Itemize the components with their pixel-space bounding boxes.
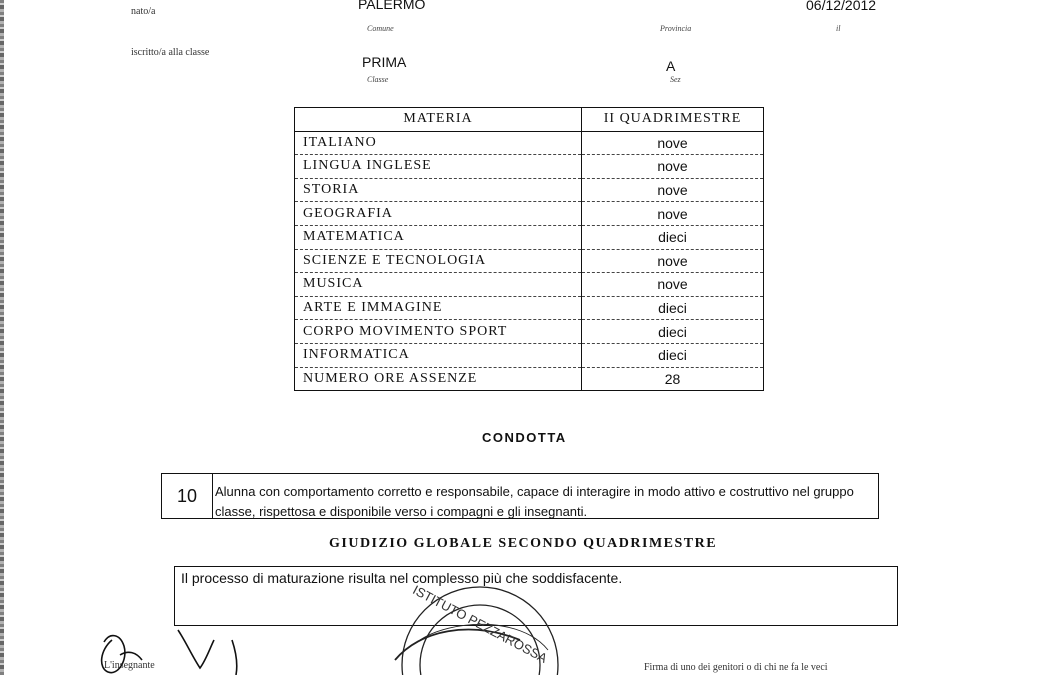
conduct-text: Alunna con comportamento corretto e responsabile, capace di interagire in modo attivo e costruttivo nel gruppo classe, rispettosa e disponibile verso i compagni e gli insegnanti. xyxy=(215,484,854,519)
subject-column-header: MATERIA xyxy=(295,108,582,132)
subject-grade: nove xyxy=(582,155,764,179)
global-judgment-title: GIUDIZIO GLOBALE SECONDO QUADRIMESTRE xyxy=(329,536,718,551)
enrolled-label: iscritto/a alla classe xyxy=(131,47,210,58)
subject-grade: dieci xyxy=(582,296,764,320)
province-caption: Provincia xyxy=(660,24,692,33)
birth-city: PALERMO xyxy=(358,0,426,12)
subject-name: ARTE E IMMAGINE xyxy=(295,296,582,320)
birth-date: 06/12/2012 xyxy=(806,0,877,13)
subject-name: INFORMATICA xyxy=(295,343,582,367)
absences-hours: 28 xyxy=(582,367,764,391)
subject-name: CORPO MOVIMENTO SPORT xyxy=(295,320,582,344)
subject-grade: nove xyxy=(582,249,764,273)
stamp-text: ISTITUTO PEZZAROSSA xyxy=(410,582,550,666)
subject-name: ITALIANO xyxy=(295,131,582,155)
section-caption: Sez xyxy=(670,75,681,84)
global-judgment-text: Il processo di maturazione risulta nel complesso più che soddisfacente. xyxy=(181,570,623,586)
conduct-score: 10 xyxy=(162,474,213,518)
subject-name: GEOGRAFIA xyxy=(295,202,582,226)
parent-signature-label: Firma di uno dei genitori o di chi ne fa le veci xyxy=(644,662,828,673)
subject-grade: dieci xyxy=(582,320,764,344)
teachers-label: L'insegnante xyxy=(104,660,155,671)
subject-grade: nove xyxy=(582,178,764,202)
class-caption: Classe xyxy=(367,75,389,84)
subject-name: MUSICA xyxy=(295,273,582,297)
section-value: A xyxy=(666,58,676,74)
subject-name: MATEMATICA xyxy=(295,225,582,249)
class-value: PRIMA xyxy=(362,54,407,70)
teacher-signature xyxy=(102,630,237,675)
conduct-title: CONDOTTA xyxy=(482,430,567,445)
subject-grade: nove xyxy=(582,273,764,297)
absences-label: NUMERO ORE ASSENZE xyxy=(295,367,582,391)
subject-grade: nove xyxy=(582,131,764,155)
subject-name: SCIENZE E TECNOLOGIA xyxy=(295,249,582,273)
born-label: nato/a xyxy=(131,6,156,17)
subject-grade: dieci xyxy=(582,343,764,367)
subject-name: STORIA xyxy=(295,178,582,202)
subject-grade: dieci xyxy=(582,225,764,249)
subject-name: LINGUA INGLESE xyxy=(295,155,582,179)
city-caption: Comune xyxy=(367,24,394,33)
date-caption: il xyxy=(836,24,841,33)
term-column-header: II QUADRIMESTRE xyxy=(582,108,764,132)
subject-grade: nove xyxy=(582,202,764,226)
